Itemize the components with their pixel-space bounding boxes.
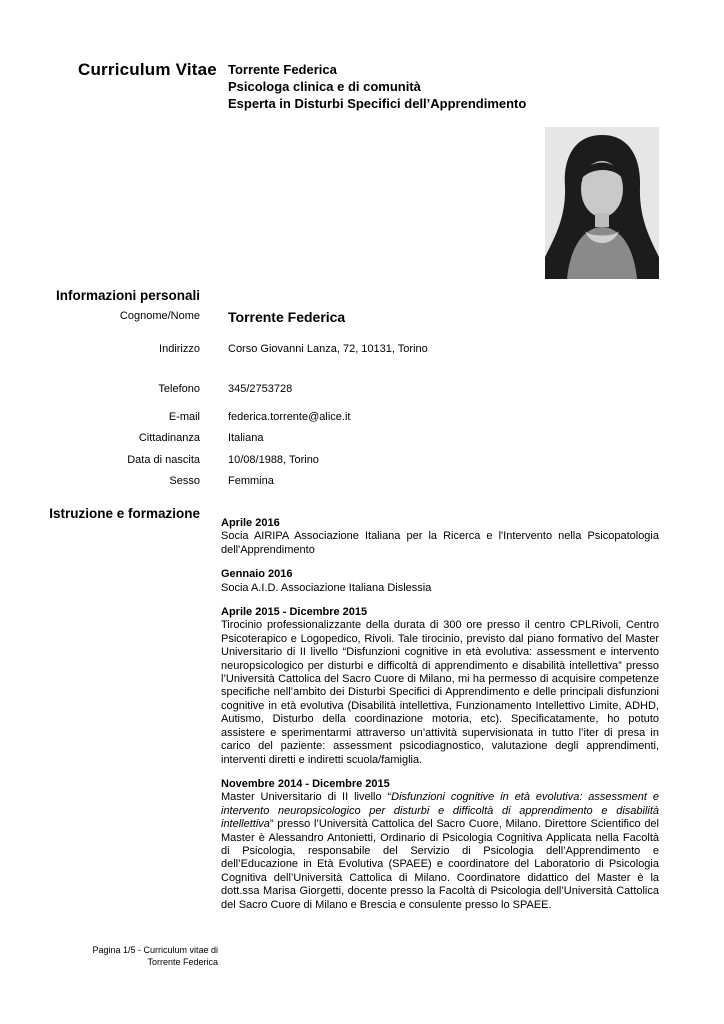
education-entry: [221, 568, 659, 595]
label-email: E-mail: [168, 411, 200, 423]
entry-date: Novembre 2014 - Dicembre 2015: [221, 777, 390, 790]
header-role-1: Psicologa clinica e di comunità: [228, 79, 421, 94]
label-telefono: Telefono: [158, 383, 200, 395]
label-cognome-nome: Cognome/Nome: [119, 310, 200, 322]
entry-text: Socia A.I.D. Associazione Italiana Dislessia: [221, 581, 432, 594]
entry-date: Aprile 2016: [221, 517, 280, 529]
label-cittadinanza: Cittadinanza: [138, 432, 200, 444]
value-telefono: 345/2753728: [228, 383, 293, 395]
entry-date: Aprile 2015 - Dicembre 2015: [221, 606, 368, 619]
entry-text: [221, 791, 659, 912]
header-name: Torrente Federica: [228, 62, 337, 77]
label-indirizzo: Indirizzo: [159, 343, 200, 355]
value-cognome-nome: Torrente Federica: [228, 309, 346, 325]
value-indirizzo: Corso Giovanni Lanza, 72, 10131, Torino: [228, 343, 428, 355]
footer-line-1: Pagina 1/5 - Curriculum vitae di: [92, 945, 218, 955]
entry-text-italic: Disfunzioni cognitive in età evolutiva: assessment e intervento neuropsicologico per disturbi e difficoltà di apprendimento e disabilità intellettiva: [221, 791, 660, 831]
label-data-nascita: Data di nascita: [127, 454, 200, 466]
page-footer: [0, 944, 218, 968]
value-cittadinanza: Italiana: [228, 432, 264, 444]
education-entry: [221, 606, 659, 767]
value-sesso: Femmina: [228, 475, 274, 487]
education-entry: [221, 517, 659, 557]
value-email: federica.torrente@alice.it: [228, 411, 351, 423]
education-section-title: Istruzione e formazione: [49, 506, 200, 521]
personal-section-title: Informazioni personali: [55, 288, 200, 303]
cv-title: Curriculum Vitae: [78, 60, 217, 79]
education-list: [221, 517, 659, 923]
label-sesso: Sesso: [169, 475, 200, 487]
entry-text: Tirocinio professionalizzante della durata di 300 ore presso il centro CPLRivoli, Centro Psicoterapico e Logopedico, Rivoli. Tale tirocinio, previsto dal piano formativo del Master Universitario di II livello “Disfunzioni cognitive in età evolutiva: assessment e intervento neuropsicologico per disturbi e difficoltà di apprendimento e disabilità intellettiva” presso l’Università Cattolica del Sacro Cuore di Milano, mi ha permesso di acquisire competenze specifiche nell’ambito dei Disturbi Specifici di Apprendimento e delle principali disfunzioni cognitive in età evolutiva (Disabilità intellettiva, Funzionamento Intellettivo Limite, ADHD, Autismo, Disturbo della coordinazione motoria, etc). Specificatamente, ho potuto assistere e sperimentarmi attraverso un’attività supervisionata in tutto l’iter di presa in carico del paziente: assessment psicodiagnostico, valutazione degli apprendimenti, interventi diretti e indiretti scuola/famiglia.: [221, 619, 659, 766]
education-entry: [221, 778, 659, 912]
entry-text-post: ” presso l’Università Cattolica del Sacro Cuore, Milano. Direttore Scientifico del Master è Alessandro Antonietti, Ordinario di Psicologia Cognitiva Applicata nella Facoltà di Psicologia, responsabile del Servizio di Psicologia dell’Apprendimento e dell’Educazione in Età Evolutiva (SPAEE) e coordinatore del Laboratorio di Psicologia Cognitiva dell’Università Cattolica di Milano. Coordinatore didattico del Master è la dott.ssa Marisa Giorgetti, docente presso la Facoltà di Psicologia dell’Università Cattolica del Sacro Cuore di Milano e Brescia e consulente presso lo SPAEE.: [221, 818, 659, 911]
entry-text: Socia AIRIPA Associazione Italiana per la Ricerca e l'Intervento nella Psicopatologia dell'Apprendimento: [221, 530, 659, 556]
entry-date: Gennaio 2016: [221, 568, 293, 581]
entry-text-pre: Master Universitario di II livello “: [221, 791, 392, 804]
header-role-2: Esperta in Disturbi Specifici dell’Apprendimento: [228, 96, 527, 111]
profile-photo: [545, 127, 659, 279]
value-data-nascita: 10/08/1988, Torino: [228, 454, 319, 466]
footer-line-2: Torrente Federica: [147, 957, 218, 967]
